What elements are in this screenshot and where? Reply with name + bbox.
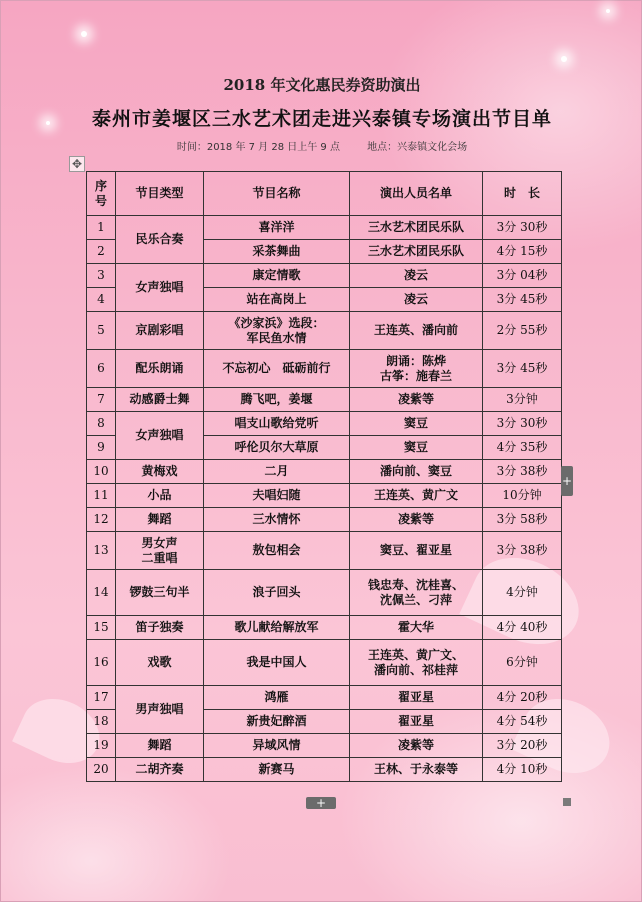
cell-program-name: 异域风情 bbox=[204, 734, 350, 758]
cell-performers: 凌紫等 bbox=[350, 508, 483, 532]
cell-duration: 4分 10秒 bbox=[483, 758, 562, 782]
cell-duration: 3分 45秒 bbox=[483, 288, 562, 312]
cell-program-name: 采茶舞曲 bbox=[204, 240, 350, 264]
cell-duration: 4分 40秒 bbox=[483, 616, 562, 640]
table-row bbox=[87, 264, 562, 288]
cell-duration: 3分 30秒 bbox=[483, 412, 562, 436]
cell-type: 女声独唱 bbox=[116, 264, 204, 312]
cell-program-name: 敖包相会 bbox=[204, 532, 350, 570]
table-row bbox=[87, 412, 562, 436]
cell-number: 8 bbox=[87, 412, 116, 436]
cell-duration: 2分 55秒 bbox=[483, 312, 562, 350]
cell-type: 男声独唱 bbox=[116, 686, 204, 734]
table-row bbox=[87, 216, 562, 240]
cell-performers: 凌云 bbox=[350, 264, 483, 288]
cell-type: 笛子独奏 bbox=[116, 616, 204, 640]
document-title-line1: 2018 年文化惠民券资助演出 bbox=[223, 76, 421, 94]
cell-performers: 窦豆、翟亚星 bbox=[350, 532, 483, 570]
cell-number: 14 bbox=[87, 570, 116, 616]
cell-number: 10 bbox=[87, 460, 116, 484]
header-duration: 时 长 bbox=[483, 172, 562, 216]
table-row bbox=[87, 616, 562, 640]
cell-number: 17 bbox=[87, 686, 116, 710]
cell-program-name: 喜洋洋 bbox=[204, 216, 350, 240]
cell-number: 16 bbox=[87, 640, 116, 686]
cell-duration: 4分 15秒 bbox=[483, 240, 562, 264]
sparkle-decoration bbox=[561, 56, 567, 62]
cell-number: 4 bbox=[87, 288, 116, 312]
table-row bbox=[87, 532, 562, 570]
cell-duration: 3分 20秒 bbox=[483, 734, 562, 758]
table-row bbox=[87, 484, 562, 508]
cell-duration: 3分 38秒 bbox=[483, 532, 562, 570]
cell-performers: 潘向前、窦豆 bbox=[350, 460, 483, 484]
cell-duration: 3分钟 bbox=[483, 388, 562, 412]
event-place: 地点：兴泰镇文化会场 bbox=[367, 142, 468, 153]
cell-number: 3 bbox=[87, 264, 116, 288]
cell-type: 女声独唱 bbox=[116, 412, 204, 460]
cell-program-name: 浪子回头 bbox=[204, 570, 350, 616]
cell-performers: 三水艺术团民乐队 bbox=[350, 216, 483, 240]
cell-type: 戏歌 bbox=[116, 640, 204, 686]
event-info bbox=[1, 138, 642, 153]
cell-program-name: 三水情怀 bbox=[204, 508, 350, 532]
cell-type: 舞蹈 bbox=[116, 734, 204, 758]
cell-program-name: 呼伦贝尔大草原 bbox=[204, 436, 350, 460]
cell-duration: 6分钟 bbox=[483, 640, 562, 686]
cell-number: 11 bbox=[87, 484, 116, 508]
cell-duration: 3分 58秒 bbox=[483, 508, 562, 532]
cell-program-name: 《沙家浜》选段： 军民鱼水情 bbox=[204, 312, 350, 350]
cell-type: 二胡齐奏 bbox=[116, 758, 204, 782]
cell-program-name: 不忘初心 砥砺前行 bbox=[204, 350, 350, 388]
cell-number: 5 bbox=[87, 312, 116, 350]
cell-program-name: 夫唱妇随 bbox=[204, 484, 350, 508]
cell-number: 6 bbox=[87, 350, 116, 388]
cell-number: 19 bbox=[87, 734, 116, 758]
cell-number: 7 bbox=[87, 388, 116, 412]
cell-duration: 3分 30秒 bbox=[483, 216, 562, 240]
cell-type: 锣鼓三句半 bbox=[116, 570, 204, 616]
table-row bbox=[87, 758, 562, 782]
cell-type: 民乐合奏 bbox=[116, 216, 204, 264]
cell-performers: 王林、于永泰等 bbox=[350, 758, 483, 782]
table-row bbox=[87, 388, 562, 412]
header-performers: 演出人员名单 bbox=[350, 172, 483, 216]
cell-program-name: 鸿雁 bbox=[204, 686, 350, 710]
cell-duration: 3分 38秒 bbox=[483, 460, 562, 484]
table-row bbox=[87, 312, 562, 350]
cell-performers: 翟亚星 bbox=[350, 686, 483, 710]
header-number: 序 号 bbox=[87, 172, 116, 216]
cell-number: 13 bbox=[87, 532, 116, 570]
cell-program-name: 站在高岗上 bbox=[204, 288, 350, 312]
cell-performers: 凌紫等 bbox=[350, 734, 483, 758]
cell-duration: 10分钟 bbox=[483, 484, 562, 508]
program-table bbox=[86, 171, 562, 782]
cell-type: 小品 bbox=[116, 484, 204, 508]
cell-program-name: 我是中国人 bbox=[204, 640, 350, 686]
cell-program-name: 歌儿献给解放军 bbox=[204, 616, 350, 640]
cell-type: 配乐朗诵 bbox=[116, 350, 204, 388]
cell-program-name: 二月 bbox=[204, 460, 350, 484]
table-row bbox=[87, 460, 562, 484]
table-row bbox=[87, 640, 562, 686]
add-row-icon[interactable]: + bbox=[306, 797, 336, 809]
cell-number: 9 bbox=[87, 436, 116, 460]
cell-performers: 凌紫等 bbox=[350, 388, 483, 412]
cell-duration: 3分 45秒 bbox=[483, 350, 562, 388]
cell-type: 舞蹈 bbox=[116, 508, 204, 532]
cell-performers: 翟亚星 bbox=[350, 710, 483, 734]
cell-program-name: 唱支山歌给党听 bbox=[204, 412, 350, 436]
event-time: 时间：2018 年 7 月 28 日上午 9 点 bbox=[176, 142, 340, 153]
table-row bbox=[87, 734, 562, 758]
sparkle-decoration bbox=[81, 31, 87, 37]
cell-performers: 王连英、潘向前 bbox=[350, 312, 483, 350]
cell-performers: 王连英、黄广文 bbox=[350, 484, 483, 508]
cell-performers: 窦豆 bbox=[350, 436, 483, 460]
document-title-line2: 泰州市姜堰区三水艺术团走进兴泰镇专场演出节目单 bbox=[91, 108, 552, 130]
cell-number: 18 bbox=[87, 710, 116, 734]
cell-type: 男女声 二重唱 bbox=[116, 532, 204, 570]
cell-number: 20 bbox=[87, 758, 116, 782]
table-move-handle-icon[interactable]: ✥ bbox=[69, 156, 85, 172]
table-row bbox=[87, 570, 562, 616]
sparkle-decoration bbox=[606, 9, 610, 13]
table-row bbox=[87, 508, 562, 532]
cell-performers: 霍大华 bbox=[350, 616, 483, 640]
cell-number: 12 bbox=[87, 508, 116, 532]
cell-duration: 4分 35秒 bbox=[483, 436, 562, 460]
cell-duration: 4分钟 bbox=[483, 570, 562, 616]
cell-performers: 窦豆 bbox=[350, 412, 483, 436]
cell-performers: 钱忠寿、沈桂喜、 沈佩兰、刁萍 bbox=[350, 570, 483, 616]
cell-duration: 4分 20秒 bbox=[483, 686, 562, 710]
cell-program-name: 腾飞吧，姜堰 bbox=[204, 388, 350, 412]
cell-performers: 王连英、黄广文、 潘向前、祁桂萍 bbox=[350, 640, 483, 686]
cell-program-name: 新赛马 bbox=[204, 758, 350, 782]
cell-type: 京剧彩唱 bbox=[116, 312, 204, 350]
cell-duration: 3分 04秒 bbox=[483, 264, 562, 288]
table-header-row bbox=[87, 172, 562, 216]
cell-type: 动感爵士舞 bbox=[116, 388, 204, 412]
cell-performers: 三水艺术团民乐队 bbox=[350, 240, 483, 264]
cell-performers: 朗诵：陈烨 古筝：施春兰 bbox=[350, 350, 483, 388]
cell-performers: 凌云 bbox=[350, 288, 483, 312]
cell-number: 15 bbox=[87, 616, 116, 640]
add-column-icon[interactable]: + bbox=[561, 466, 573, 496]
header-name: 节目名称 bbox=[204, 172, 350, 216]
cell-program-name: 康定情歌 bbox=[204, 264, 350, 288]
cell-number: 2 bbox=[87, 240, 116, 264]
table-row bbox=[87, 350, 562, 388]
cell-program-name: 新贵妃醉酒 bbox=[204, 710, 350, 734]
table-resize-handle-icon[interactable] bbox=[563, 798, 571, 806]
table-row bbox=[87, 686, 562, 710]
cell-type: 黄梅戏 bbox=[116, 460, 204, 484]
cell-number: 1 bbox=[87, 216, 116, 240]
cell-duration: 4分 54秒 bbox=[483, 710, 562, 734]
header-type: 节目类型 bbox=[116, 172, 204, 216]
